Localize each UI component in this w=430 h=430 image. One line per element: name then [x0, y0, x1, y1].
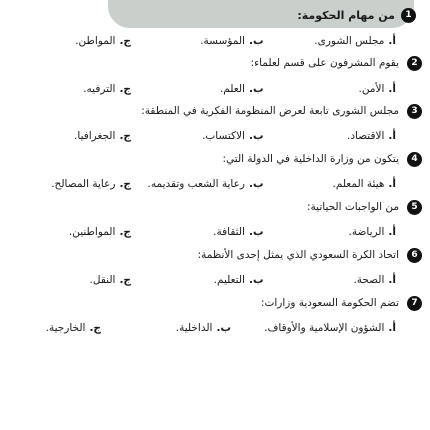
question-1	[20, 2, 416, 28]
question-number-badge: 4	[407, 152, 422, 167]
option-a[interactable]: أ. الاقتصاد.	[346, 130, 396, 142]
question-text: تضم الحكومة السعودية وزارات:	[260, 297, 399, 309]
option-a[interactable]: أ. الرياضة.	[348, 226, 396, 238]
question-number-badge: 7	[407, 296, 422, 311]
option-b[interactable]: ب. العلم.	[219, 83, 264, 95]
question-5	[6, 197, 422, 217]
option-b[interactable]: ب. رعاية الشعب وتقديمه.	[147, 178, 264, 190]
options-row	[6, 78, 396, 100]
options-row	[6, 317, 396, 339]
question-text: مجلس الشورى تابعة لعرض المنظومة الفكرية في المنطقة:	[141, 105, 399, 117]
question-number-badge: 3	[407, 104, 422, 119]
question-3	[6, 101, 422, 121]
option-c[interactable]: ج. رعاية المصالح.	[51, 178, 131, 190]
question-text: من مهام الحكومة:	[297, 8, 395, 22]
question-number-badge: 6	[407, 248, 422, 263]
options-row	[6, 30, 396, 52]
option-c[interactable]: ج. الجغرافيا.	[74, 130, 131, 142]
option-c[interactable]: ج. المواطنين.	[68, 226, 131, 238]
option-a[interactable]: أ. الأمن.	[358, 83, 396, 95]
option-a[interactable]: أ. الشؤون الإسلامية والأوقاف.	[264, 322, 396, 334]
options-row	[6, 269, 396, 291]
question-number-badge: 1	[401, 8, 416, 23]
option-a[interactable]: أ. مجلس الشورى.	[314, 35, 396, 47]
question-text: اتحاد الكرة السعودي الذي يمثل إحدى الأنظمة:	[197, 249, 399, 261]
question-text: يتكون من وزارة الداخلية في الدولة التي:	[222, 153, 399, 165]
option-a[interactable]: أ. هيئة المعلم.	[332, 178, 396, 190]
question-text: يقوم المشرفون على قسم لعلماء:	[250, 57, 399, 69]
option-c[interactable]: ج. الترفيه.	[83, 83, 131, 95]
option-b[interactable]: ب. الثقافة.	[213, 226, 264, 238]
option-b[interactable]: ب. التعليم.	[213, 274, 264, 286]
question-2	[6, 53, 422, 73]
question-number-badge: 2	[407, 56, 422, 71]
options-row	[6, 221, 396, 243]
question-text: من الواجبات الحياتية:	[306, 201, 399, 213]
option-c[interactable]: ج. الخارجية.	[45, 322, 101, 334]
option-c[interactable]: ج. المواطن.	[75, 35, 131, 47]
options-row	[6, 125, 396, 147]
option-b[interactable]: ب. المؤسسة.	[200, 35, 264, 47]
question-number-badge: 5	[407, 200, 422, 215]
question-4	[6, 149, 422, 169]
options-row	[6, 173, 396, 195]
option-a[interactable]: أ. الصحة.	[353, 274, 396, 286]
option-c[interactable]: ج. النقل.	[89, 274, 131, 286]
question-6	[6, 245, 422, 265]
question-7	[6, 293, 422, 313]
option-b[interactable]: ب. الاكتساب.	[202, 130, 264, 142]
option-b[interactable]: ب. الداخلية.	[175, 322, 231, 334]
